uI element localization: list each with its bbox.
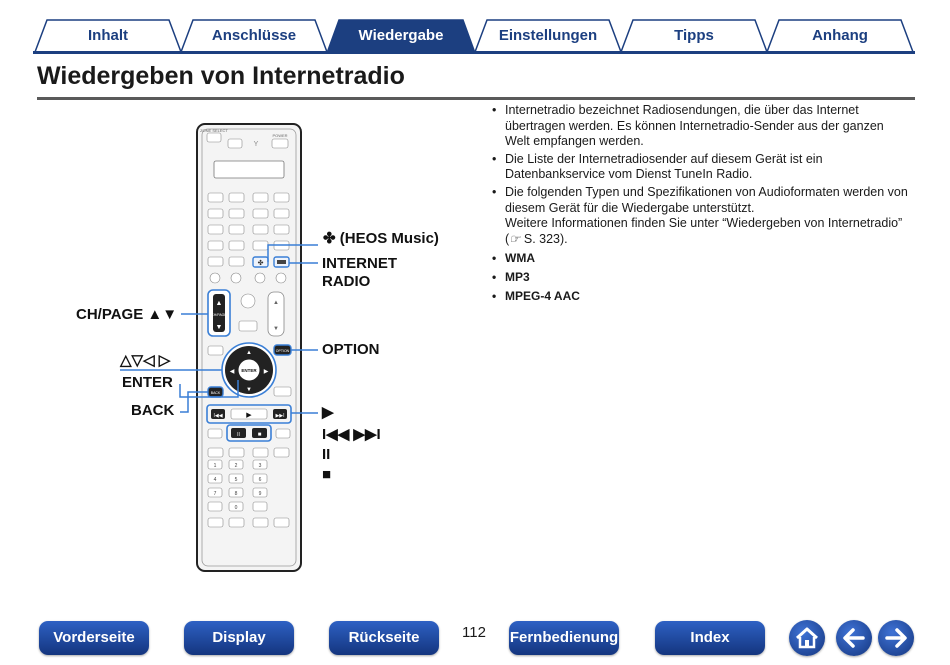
bullet-item: • Die Liste der Internetradiosender auf diesem Gerät ist ein Datenbankservice vom Dienst TuneIn Radio. [490,152,910,183]
remote-enter-label: ENTER [241,368,257,373]
remote-num-key [208,502,222,511]
callout-play: ▶ [322,404,334,421]
bullet-item [490,185,910,247]
svg-text:▼: ▼ [273,326,279,332]
remote-num-label: 3 [258,463,262,469]
title-divider [37,97,915,100]
page-number: 112 [462,624,486,641]
bullet-item: • Internetradio bezeichnet Radiosendungen, die über das Internet übertragen werden. Es können Internetradio-Sender aus der ganzen Welt empfangen werden. [490,103,910,150]
callout-pause: II [322,446,331,463]
reference-icon: ☞ [509,231,521,246]
callout-cursor-keys: △▽◁ ▷ [120,352,171,369]
remote-num-label: 4 [213,477,217,483]
content-column [490,103,910,307]
back-arrow-button[interactable] [836,620,872,656]
nav-display-button[interactable]: Display [184,621,294,655]
callout-skip: I◀◀ ▶▶I [322,426,381,443]
svg-text:✤: ✤ [257,260,264,267]
remote-num-label: 5 [234,477,238,483]
page-title: Wiedergeben von Internetradio [37,62,405,90]
tab-anhang[interactable]: Anhang [812,27,868,44]
remote-num-label: 8 [234,491,238,497]
svg-text:▶▶I: ▶▶I [275,413,285,419]
nav-vorderseite-button[interactable]: Vorderseite [39,621,149,655]
svg-text:■: ■ [257,432,262,438]
callout-option: OPTION [322,341,380,358]
home-button[interactable] [789,620,825,656]
callout-back: BACK [131,402,175,419]
svg-text:▲: ▲ [246,350,252,356]
remote-num-label: 7 [213,491,217,497]
tab-inhalt[interactable]: Inhalt [88,27,128,44]
callout-internet-radio-line2: RADIO [322,273,371,290]
callout-ch-page: CH/PAGE ▲▼ [76,306,178,323]
svg-text:▼: ▼ [246,387,252,393]
svg-text:II: II [237,432,240,438]
remote-num-label: 0 [234,505,238,511]
bullet-list [490,103,910,247]
callout-stop: ■ [322,466,332,483]
remote-chpage-label: CH/PAGE [211,313,227,317]
remote-num-label: 2 [234,463,238,469]
tab-tipps[interactable]: Tipps [674,27,714,44]
tab-wiedergabe[interactable]: Wiedergabe [358,27,444,44]
svg-text:Y: Y [253,141,259,148]
callout-internet-radio-line1: INTERNET [322,255,397,272]
svg-text:▲: ▲ [273,300,279,306]
nav-index-button[interactable]: Index [655,621,765,655]
reference-link[interactable]: S. 323 [523,231,561,246]
remote-control-drawing [60,118,480,578]
heos-icon: ✤ [323,230,336,247]
tab-anschluesse[interactable]: Anschlüsse [211,27,297,44]
svg-text:I◀◀: I◀◀ [213,413,223,419]
format-list [490,251,910,304]
svg-text:▶: ▶ [246,412,252,419]
svg-text:▼: ▼ [215,324,223,331]
format-item: • WMA [490,251,910,267]
remote-zone-label: ZONE SELECT [200,128,228,133]
remote-power-label: POWER [272,133,288,138]
callout-heos-text: (HEOS Music) [339,230,439,247]
svg-text:▶: ▶ [263,369,269,375]
bullet-text: Die folgenden Typen und Spezifikationen von Audioformaten werden von diesem Gerät für die Wiedergabe unterstützt. [505,184,908,215]
remote-num-label: 6 [258,477,262,483]
format-item: • MPEG-4 AAC [490,289,910,305]
nav-rueckseite-button[interactable]: Rückseite [329,621,439,655]
remote-option-label: OPTION [275,349,290,353]
info-text: Weitere Informationen finden Sie unter “Wiedergeben von Internetradio” ( [505,216,903,246]
arrow-right-icon [878,620,914,656]
nav-fernbedienung-button[interactable]: Fernbedienung [509,621,619,655]
forward-arrow-button[interactable] [878,620,914,656]
svg-text:▲: ▲ [215,300,223,307]
tab-underline [33,51,915,54]
format-item: • MP3 [490,270,910,286]
remote-illustration [60,118,480,578]
info-close: ). [560,231,568,246]
remote-num-label: 9 [258,491,262,497]
tab-bar [33,18,915,54]
tab-einstellungen[interactable]: Einstellungen [498,27,598,44]
remote-back-label: BACK [210,391,221,395]
home-icon [789,620,825,656]
arrow-left-icon [836,620,872,656]
svg-text:◀: ◀ [229,369,235,375]
remote-num-label: 1 [213,463,217,469]
remote-num-key [253,502,267,511]
callout-heos-music [323,229,439,247]
callout-enter: ENTER [122,374,173,391]
